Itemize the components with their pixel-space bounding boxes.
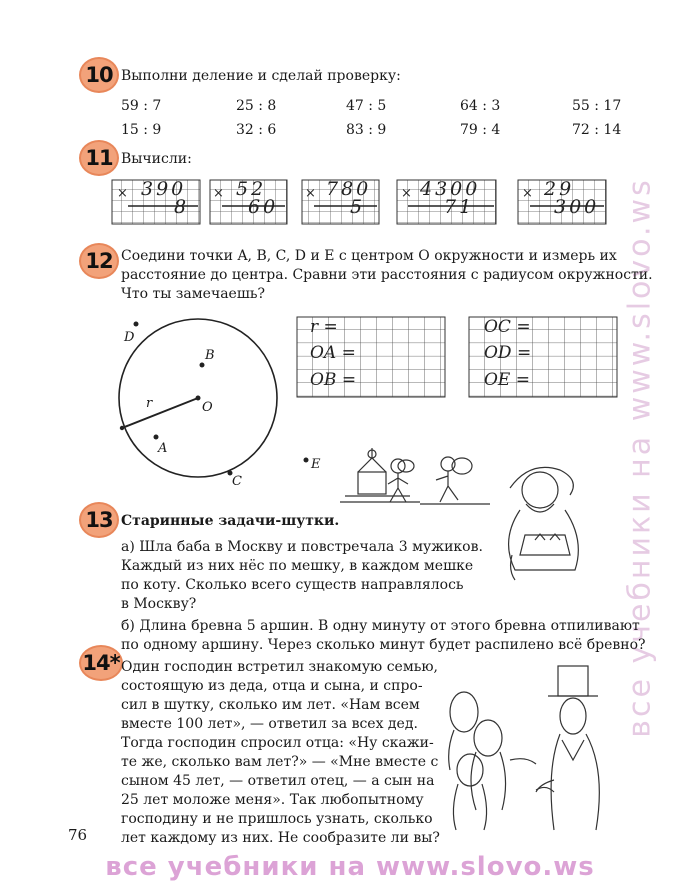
factor-top: 29: [544, 178, 575, 200]
times-sign: ×: [401, 186, 412, 201]
factor-bottom: 71: [444, 196, 475, 218]
exercise-12-line-1: Соедини точки A, B, C, D и E с центром O окружности и измерь их: [121, 248, 617, 264]
division-item: 15 : 9: [121, 122, 162, 138]
exercise-14-line-1: Один господин встретил знакомую семью,: [121, 659, 438, 675]
grid-entry-ob: OB =: [310, 370, 357, 390]
times-sign: ×: [305, 186, 316, 201]
exercise-14-line-6: те же, сколько вам лет?» — «Мне вместе с: [121, 754, 439, 770]
factor-bottom: 60: [248, 196, 279, 218]
label-r: r: [146, 396, 153, 411]
exercise-12-badge: 12: [79, 243, 119, 279]
exercise-11-task: Вычисли:: [121, 151, 192, 167]
label-c: C: [232, 474, 242, 489]
factor-bottom: 8: [174, 196, 187, 218]
bottom-watermark: все учебники на www.slovo.ws: [105, 852, 595, 882]
grid-entry-r: r =: [310, 317, 338, 337]
division-item: 59 : 7: [121, 98, 162, 114]
label-e: E: [311, 457, 321, 472]
exercise-12-line-3: Что ты замечаешь?: [121, 286, 265, 302]
division-item: 32 : 6: [236, 122, 277, 138]
division-item: 79 : 4: [460, 122, 501, 138]
factor-bottom: 5: [350, 196, 363, 218]
family-illustration: [436, 660, 646, 840]
label-b: B: [205, 348, 215, 363]
exercise-13a-line-4: в Москву?: [121, 596, 197, 612]
times-sign: ×: [522, 186, 533, 201]
exercise-14-line-2: состоящую из деда, отца и сына, и спро-: [121, 678, 423, 694]
exercise-13b-line-2: по одному аршину. Через сколько минут будет распилено всё бревно?: [121, 637, 646, 653]
division-item: 25 : 8: [236, 98, 277, 114]
division-item: 55 : 17: [572, 98, 622, 114]
exercise-13a-line-2: Каждый из них нёс по мешку, в каждом мешке: [121, 558, 474, 574]
grid-entry-oe: OE =: [484, 370, 530, 390]
factor-top: 780: [326, 178, 372, 200]
exercise-12-line-2: расстояние до центра. Сравни эти расстояния с радиусом окружности.: [121, 267, 653, 283]
exercise-14-badge: 14*: [79, 645, 123, 681]
factor-top: 390: [141, 178, 187, 200]
exercise-13b-line-1: б) Длина бревна 5 аршин. В одну минуту от этого бревна отпиливают: [121, 618, 640, 634]
exercise-14-line-9: господину и не пришлось узнать, сколько: [121, 811, 433, 827]
exercise-14-line-4: вместе 100 лет», — ответил за всех дед.: [121, 716, 418, 732]
division-item: 64 : 3: [460, 98, 501, 114]
grid-entry-oc: OC =: [484, 317, 531, 337]
exercise-13a-line-3: по коту. Сколько всего существ направлялось: [121, 577, 464, 593]
exercise-14-line-7: сыном 45 лет, — ответил отец, — а сын на: [121, 773, 435, 789]
factor-top: 4300: [420, 178, 481, 200]
grid-entry-oa: OA =: [310, 343, 356, 363]
side-watermark: все учебники на www.slovo.ws: [622, 177, 658, 738]
grid-entry-od: OD =: [484, 343, 532, 363]
label-d: D: [124, 330, 135, 345]
exercise-10-task: Выполни деление и сделай проверку:: [121, 68, 401, 84]
division-item: 83 : 9: [346, 122, 387, 138]
exercise-13-badge: 13: [79, 502, 119, 538]
exercise-10-badge: 10: [79, 57, 119, 93]
exercise-14-line-5: Тогда господин спросил отца: «Ну скажи-: [121, 735, 434, 751]
label-a: A: [158, 441, 168, 456]
times-sign: ×: [213, 186, 224, 201]
exercise-11-badge: 11: [79, 140, 119, 176]
factor-bottom: 300: [554, 196, 600, 218]
exercise-14-line-3: сил в шутку, сколько им лет. «Нам всем: [121, 697, 420, 713]
page-number: 76: [68, 826, 88, 844]
factor-top: 52: [236, 178, 267, 200]
division-item: 72 : 14: [572, 122, 622, 138]
exercise-13a-line-1: а) Шла баба в Москву и повстречала 3 мужиков.: [121, 539, 483, 555]
exercise-13-title: Старинные задачи-шутки.: [121, 513, 340, 529]
exercise-14-line-8: 25 лет моложе меня». Так любопытному: [121, 792, 424, 808]
times-sign: ×: [117, 186, 128, 201]
exercise-14-line-10: лет каждому из них. Не сообразите ли вы?: [121, 830, 440, 846]
division-item: 47 : 5: [346, 98, 387, 114]
label-o: O: [202, 400, 213, 415]
